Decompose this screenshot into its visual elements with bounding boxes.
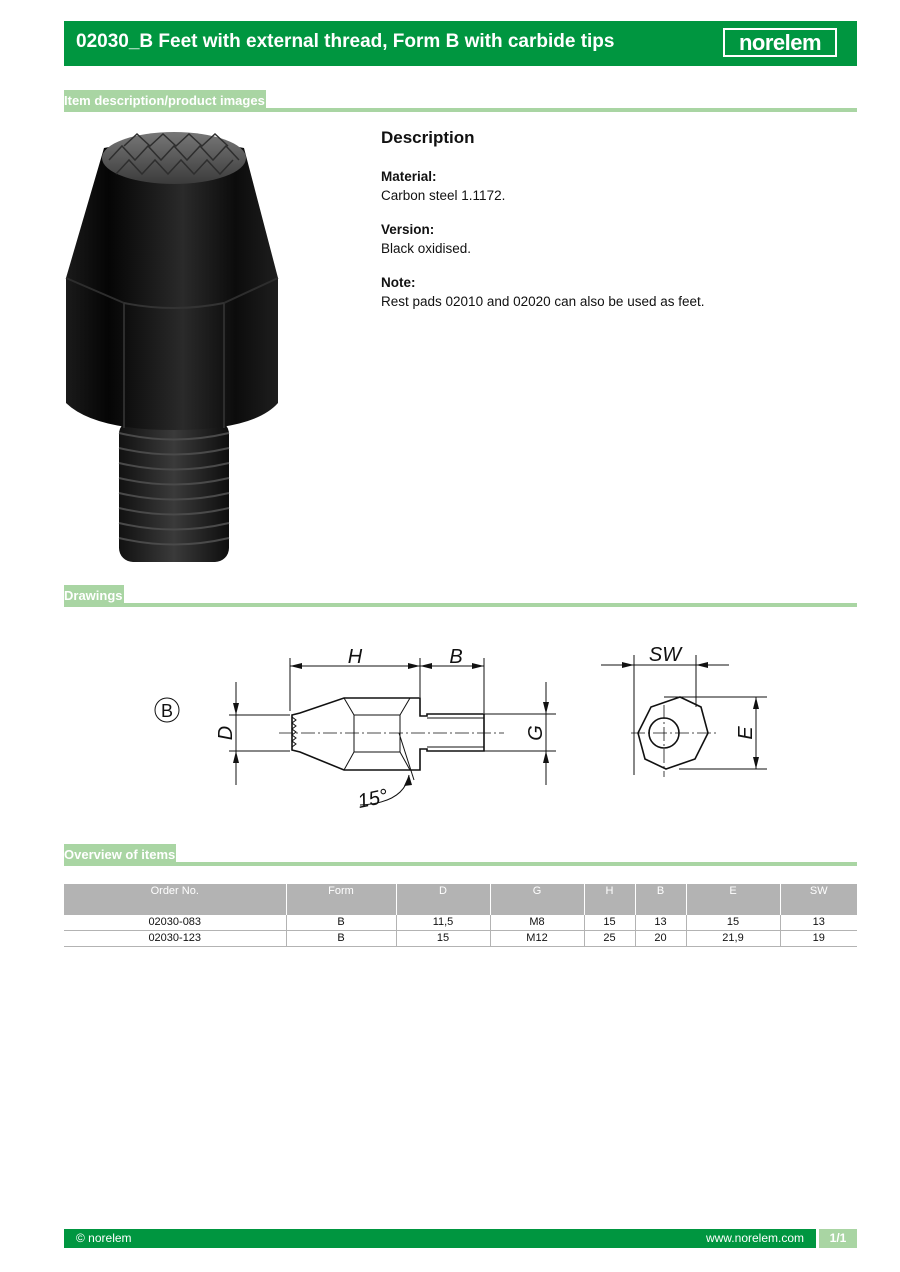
cell-form: B (286, 931, 396, 947)
table-row (64, 915, 857, 931)
form-label: B (160, 701, 174, 721)
col-form: Form (286, 884, 396, 915)
material-label: Material: (381, 169, 437, 184)
section-overview-header (64, 844, 857, 866)
logo-text: norelem (738, 30, 822, 55)
version-label: Version: (381, 222, 435, 237)
cell-b: 13 (635, 915, 686, 931)
section-drawings-header (64, 585, 857, 607)
cell-h: 15 (584, 915, 635, 931)
description-panel (381, 128, 821, 326)
section-overview-label: Overview of items (64, 844, 176, 866)
dim-g-label: G (525, 725, 547, 741)
cell-sw: 13 (780, 915, 857, 931)
col-g: G (490, 884, 584, 915)
cell-order-no: 02030-083 (64, 915, 286, 931)
description-heading: Description (381, 128, 475, 147)
page-number: 1/1 (819, 1229, 857, 1248)
col-sw: SW (780, 884, 857, 915)
dim-b-label: B (449, 646, 463, 668)
col-e: E (686, 884, 780, 915)
cell-d: 15 (396, 931, 490, 947)
dim-d-label: D (215, 725, 237, 741)
cell-h: 25 (584, 931, 635, 947)
footer (64, 1229, 857, 1248)
note-value: Rest pads 02010 and 02020 can also be used as feet. (381, 294, 705, 309)
section-images-label: Item description/product images (64, 90, 266, 112)
technical-drawing (64, 625, 857, 835)
norelem-logo (723, 28, 837, 57)
cell-sw: 19 (780, 931, 857, 947)
title-bar (64, 21, 857, 66)
col-b: B (635, 884, 686, 915)
cell-g: M12 (490, 931, 584, 947)
footer-copyright: © norelem (76, 1231, 132, 1245)
cell-e: 21,9 (686, 931, 780, 947)
cell-order-no: 02030-123 (64, 931, 286, 947)
col-order-no: Order No. (64, 884, 286, 915)
cell-e: 15 (686, 915, 780, 931)
dim-sw-label: SW (648, 644, 682, 666)
table-header-row (64, 884, 857, 915)
col-h: H (584, 884, 635, 915)
version-value: Black oxidised. (381, 241, 472, 256)
material-value: Carbon steel 1.1172. (381, 188, 506, 203)
dim-h-label: H (347, 646, 363, 668)
items-table (64, 884, 857, 947)
cell-d: 11,5 (396, 915, 490, 931)
section-drawings-label: Drawings (64, 585, 124, 607)
footer-website-link[interactable]: www.norelem.com (705, 1231, 804, 1245)
col-d: D (396, 884, 490, 915)
product-image (64, 128, 284, 568)
page-title: 02030_B Feet with external thread, Form B with carbide tips (76, 31, 615, 52)
section-images-header (64, 90, 857, 112)
table-row (64, 931, 857, 947)
cell-b: 20 (635, 931, 686, 947)
dim-e-label: E (735, 726, 757, 740)
note-label: Note: (381, 275, 416, 290)
cell-form: B (286, 915, 396, 931)
cell-g: M8 (490, 915, 584, 931)
angle-label: 15° (355, 785, 390, 814)
